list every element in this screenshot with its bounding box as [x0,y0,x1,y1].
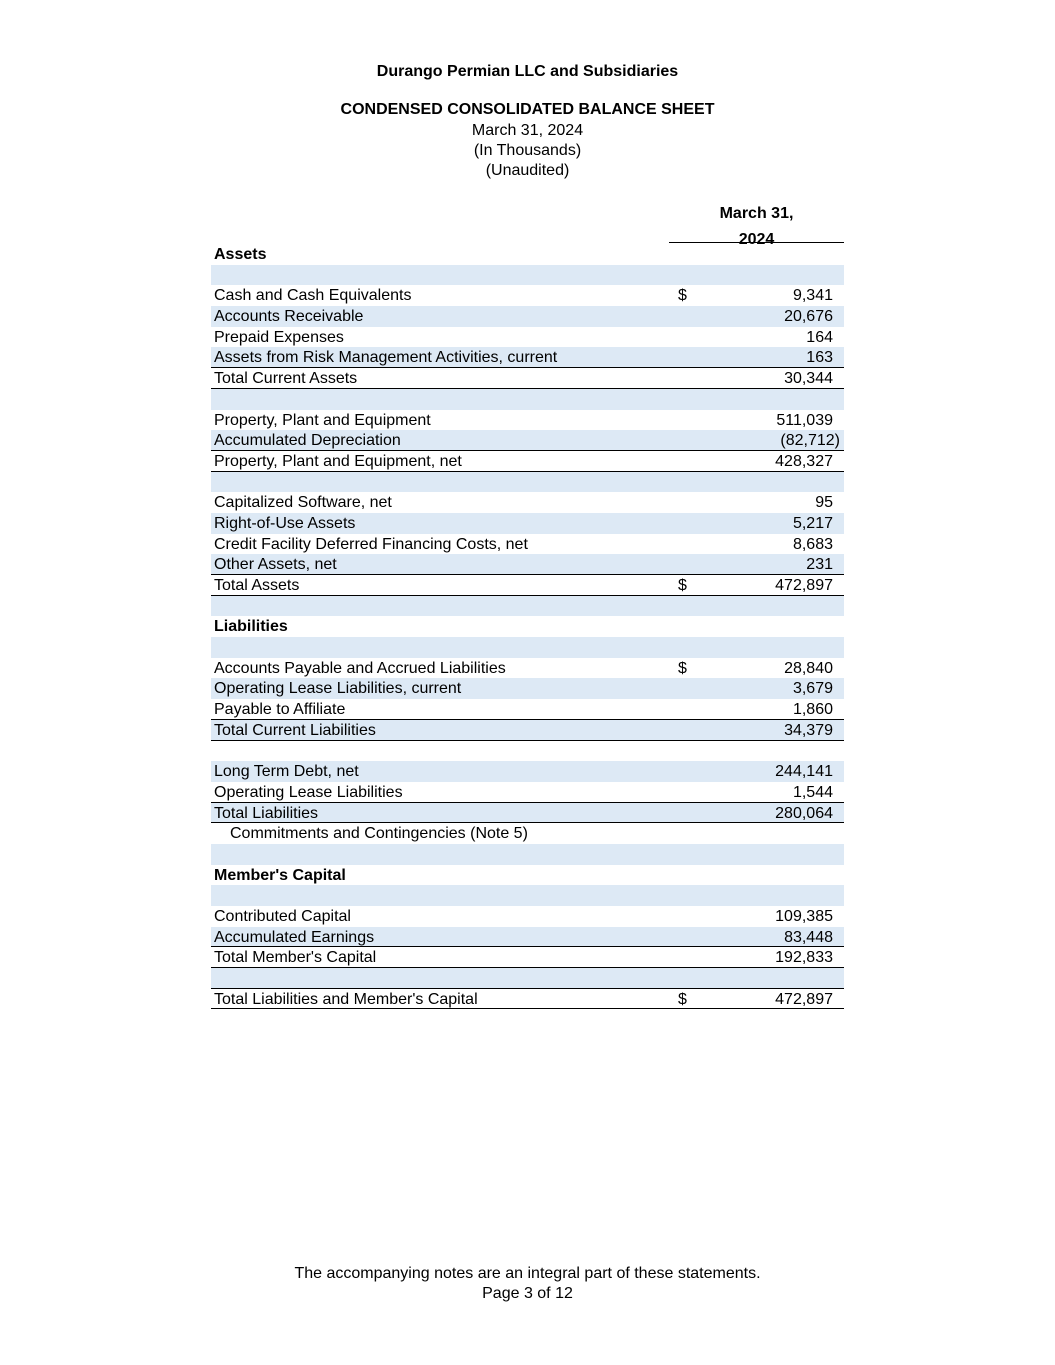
row-label: Contributed Capital [214,908,351,925]
spacer-row [211,741,844,762]
row-value: 164 [806,328,833,346]
table-row [211,451,844,472]
row-value: 8,683 [792,535,833,553]
row-value: 5,217 [792,514,833,532]
statement-date: March 31, 2024 [471,122,584,139]
section-label: Member's Capital [214,866,346,884]
table-row [211,285,844,306]
row-value: 95 [815,494,833,512]
row-label: Total Liabilities [214,804,319,822]
table-row [211,306,844,327]
table-row [211,761,844,782]
currency-symbol: $ [678,577,687,594]
row-label: Accumulated Depreciation [214,432,401,450]
section-header-row [211,865,844,886]
column-header-rule [669,242,844,243]
spacer-row [211,265,844,286]
table-row [211,699,844,720]
row-value: 3,679 [792,680,833,698]
row-value: (82,712) [780,432,840,450]
table-row [211,720,844,741]
table-row [211,823,844,844]
section-header-row [211,244,844,265]
row-label: Accumulated Earnings [214,928,375,946]
spacer-row [211,968,844,989]
spacer-row [211,596,844,617]
spacer-row [211,637,844,658]
column-header-line1: March 31, [719,205,794,222]
row-value: 192,833 [775,949,833,967]
table-row [211,410,844,431]
spacer-row [211,472,844,493]
table-row [211,554,844,575]
row-value: 244,141 [775,763,833,781]
row-value: 20,676 [784,308,833,326]
row-value: 1,860 [792,701,833,719]
section-label: Liabilities [214,618,288,636]
table-row [211,327,844,348]
row-label: Total Assets [214,577,300,594]
row-value: 34,379 [784,721,833,739]
company-name: Durango Permian LLC and Subsidiaries [376,63,679,80]
table-row [211,658,844,679]
section-label: Assets [214,246,267,263]
table-row [211,803,844,824]
row-value: 1,544 [792,783,833,801]
row-label: Payable to Affiliate [214,701,346,719]
table-row [211,492,844,513]
row-label: Operating Lease Liabilities, current [214,680,462,698]
column-header-line2: 2024 [738,231,775,248]
spacer-row [211,885,844,906]
row-label: Total Member's Capital [214,949,377,967]
spacer-row [211,844,844,865]
row-label: Total Current Liabilities [214,721,376,739]
table-row [211,575,844,596]
currency-symbol: $ [678,287,687,305]
section-header-row [211,616,844,637]
row-label: Right-of-Use Assets [214,514,356,532]
row-label: Accounts Receivable [214,308,364,326]
table-row [211,927,844,948]
row-label: Total Liabilities and Member's Capital [214,990,478,1008]
row-label: Capitalized Software, net [214,494,392,512]
table-row [211,368,844,389]
footer-note: The accompanying notes are an integral part of these statements. [294,1265,761,1282]
units-note: (In Thousands) [473,142,582,159]
row-value: 9,341 [792,287,833,305]
row-value: 472,897 [775,990,833,1008]
table-row [211,989,844,1010]
currency-symbol: $ [678,659,687,677]
row-label: Accounts Payable and Accrued Liabilities [214,659,506,677]
row-value: 163 [806,349,833,367]
row-value: 30,344 [784,370,833,388]
audit-status: (Unaudited) [485,162,570,179]
row-label: Assets from Risk Management Activities, current [214,349,558,367]
page-number: Page 3 of 12 [482,1285,573,1302]
row-label: Operating Lease Liabilities [214,783,403,801]
row-value: 280,064 [775,804,833,822]
table-row [211,906,844,927]
row-label: Property, Plant and Equipment [214,411,431,429]
table-row [211,782,844,803]
row-label: Prepaid Expenses [214,328,344,346]
row-value: 28,840 [784,659,833,677]
row-label: Total Current Assets [214,370,358,388]
table-row [211,347,844,368]
table-row [211,947,844,968]
row-label: Commitments and Contingencies (Note 5) [230,825,528,843]
row-value: 472,897 [775,577,833,594]
table-row [211,513,844,534]
row-label: Long Term Debt, net [214,763,359,781]
statement-title: CONDENSED CONSOLIDATED BALANCE SHEET [340,101,715,118]
table-row [211,678,844,699]
row-value: 428,327 [775,452,833,470]
table-row [211,430,844,451]
spacer-row [211,389,844,410]
row-value: 109,385 [775,908,833,925]
balance-sheet-table [211,244,844,1009]
currency-symbol: $ [678,990,687,1008]
table-row [211,534,844,555]
row-value: 231 [806,556,833,574]
row-label: Other Assets, net [214,556,337,574]
row-label: Credit Facility Deferred Financing Costs, net [214,535,528,553]
row-label: Cash and Cash Equivalents [214,287,412,305]
row-value: 83,448 [784,928,833,946]
row-value: 511,039 [776,411,833,429]
row-label: Property, Plant and Equipment, net [214,452,462,470]
